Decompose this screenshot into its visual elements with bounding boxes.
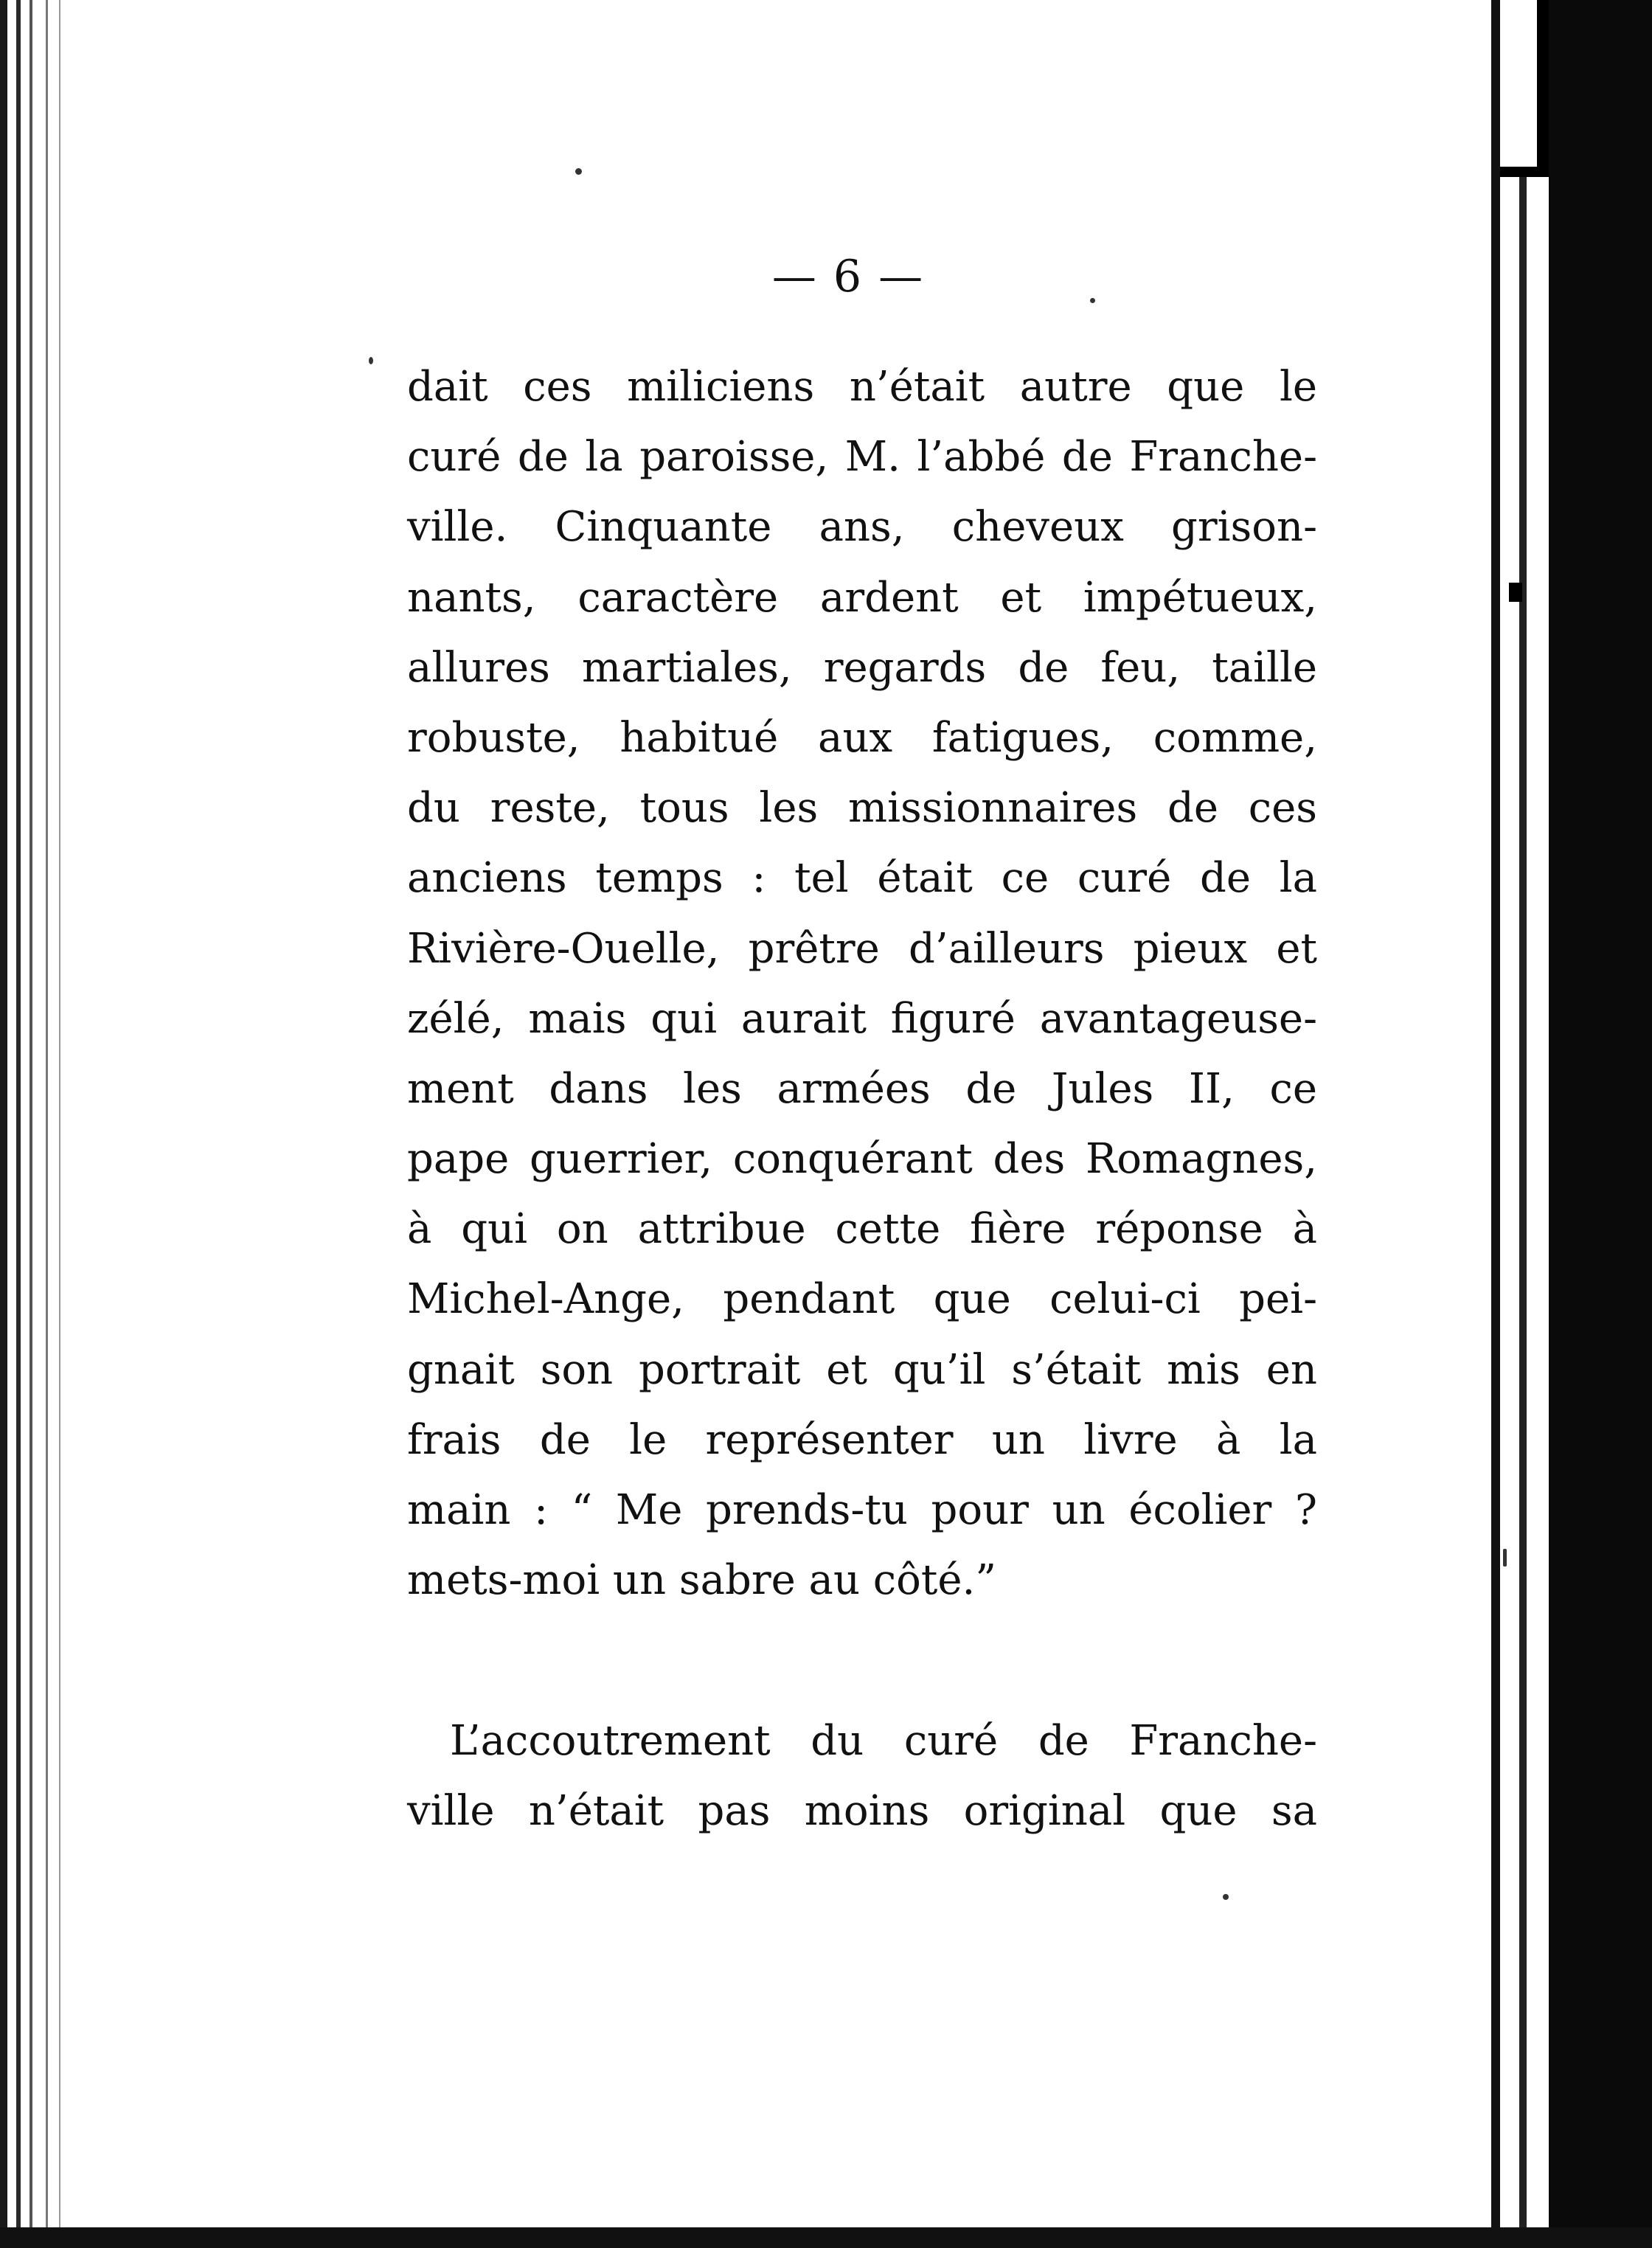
- text-line: anciens temps : tel était ce curé de la: [407, 854, 1317, 903]
- ink-speck: [369, 357, 373, 364]
- text-line: à qui on attribue cette fière réponse à: [407, 1205, 1317, 1254]
- text-line: frais de le représenter un livre à la: [407, 1415, 1317, 1464]
- scan-background-right: [1549, 0, 1652, 2248]
- page-corner-tab: [1500, 0, 1549, 177]
- text-line: du reste, tous les missionnaires de ces: [407, 784, 1317, 833]
- binding-edge: [59, 0, 60, 2248]
- text-line: robuste, habitué aux fatigues, comme,: [407, 713, 1317, 762]
- text-line: Michel-Ange, pendant que celui-ci pei-: [407, 1275, 1317, 1324]
- page-border-bottom: [0, 2227, 1652, 2248]
- binding-edge: [46, 0, 48, 2248]
- text-line: zélé, mais qui aurait figuré avantageuse-: [407, 994, 1317, 1043]
- text-line: ment dans les armées de Jules II, ce: [407, 1064, 1317, 1113]
- text-line: Rivière-Ouelle, prêtre d’ailleurs pieux et: [407, 924, 1317, 973]
- text-line: curé de la paroisse, M. l’abbé de Franche-: [407, 433, 1317, 482]
- page-border-right: [1519, 0, 1527, 2248]
- text-line: allures martiales, regards de feu, taille: [407, 643, 1317, 692]
- binding-edge: [30, 0, 32, 2248]
- text-line: dait ces miliciens n’était autre que le: [407, 363, 1317, 411]
- binding-edge: [16, 0, 21, 2248]
- text-line: ville n’était pas moins original que sa: [407, 1787, 1317, 1836]
- text-line: mets-moi un sabre au côté.”: [407, 1556, 996, 1605]
- ink-speck: [1503, 1549, 1507, 1567]
- page-border-right: [1491, 0, 1500, 2248]
- text-line: gnait son portrait et qu’il s’était mis en: [407, 1345, 1317, 1394]
- binding-edge: [0, 0, 7, 2248]
- text-line: ville. Cinquante ans, cheveux grison-: [407, 503, 1317, 552]
- ink-speck: [1223, 1894, 1229, 1900]
- paragraph: [407, 352, 1317, 1615]
- text-line: main : “ Me prends-tu pour un écolier ?: [407, 1486, 1317, 1534]
- text-line: L’accoutrement du curé de Franche-: [450, 1717, 1317, 1765]
- text-line: nants, caractère ardent et impétueux,: [407, 573, 1317, 622]
- ink-speck: [575, 168, 582, 175]
- text-line: pape guerrier, conquérant des Romagnes,: [407, 1135, 1317, 1184]
- paragraph: [407, 1706, 1317, 1846]
- ink-mark: [1509, 583, 1522, 602]
- page-number: — 6 —: [771, 251, 925, 302]
